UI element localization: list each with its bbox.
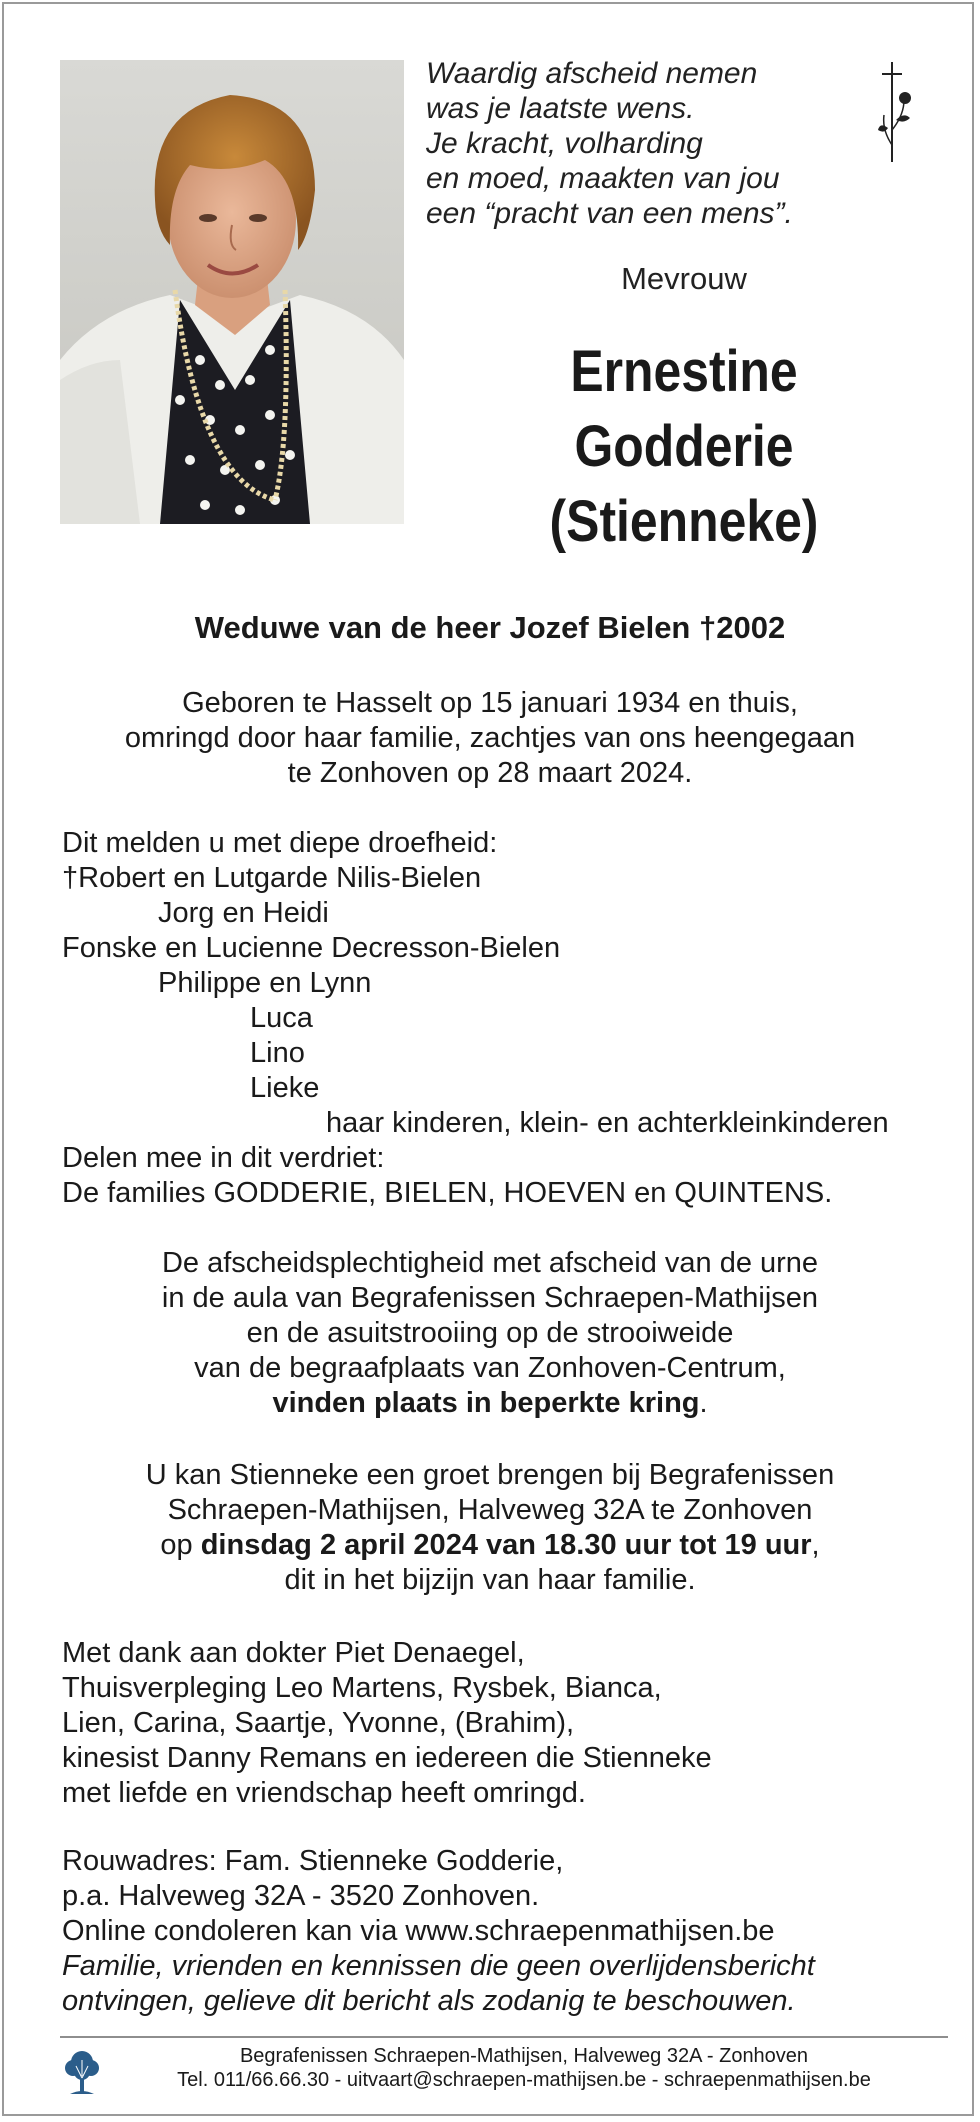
- funeral-home-info: [104, 2044, 944, 2092]
- birth-death-line: te Zonhoven op 28 maart 2024.: [287, 757, 693, 789]
- funeral-home-contact: Tel. 011/66.66.30 - uitvaart@schraepen-mathijsen.be - schraepenmathijsen.be: [177, 2069, 871, 2091]
- family-member: Lino: [250, 1037, 305, 1069]
- footer-divider: [60, 2036, 948, 2038]
- birth-death-text: [4, 686, 976, 791]
- address-text: [62, 1844, 962, 2019]
- birth-death-line: omringd door haar familie, zachtjes van ons heengegaan: [124, 722, 856, 754]
- tree-icon: [62, 2048, 102, 2096]
- visit-line-date: [4, 1528, 976, 1563]
- ceremony-line: De afscheidsplechtigheid met afscheid van de urne: [161, 1247, 819, 1279]
- ceremony-line-bold: [4, 1386, 976, 1421]
- family-member: Luca: [250, 1002, 313, 1034]
- visit-line: Schraepen-Mathijsen, Halveweg 32A te Zonhoven: [167, 1494, 813, 1526]
- ceremony-line: van de begraafplaats van Zonhoven-Centrum,: [194, 1352, 786, 1384]
- poem-line: en moed, maakten van jou: [426, 162, 780, 195]
- poem-line: was je laatste wens.: [426, 92, 695, 125]
- notice-line: Familie, vrienden en kennissen die geen overlijdensbericht: [62, 1950, 815, 1982]
- family-member: Fonske en Lucienne Decresson-Bielen: [62, 932, 561, 964]
- families-line: De families GODDERIE, BIELEN, HOEVEN en QUINTENS.: [62, 1177, 833, 1209]
- portrait-photo: [60, 60, 404, 524]
- share-intro: Delen mee in dit verdriet:: [62, 1142, 385, 1174]
- thanks-line: met liefde en vriendschap heeft omringd.: [62, 1777, 586, 1809]
- thanks-line: kinesist Danny Remans en iedereen die Stienneke: [62, 1742, 712, 1774]
- ceremony-bold-suffix: .: [699, 1387, 708, 1419]
- ceremony-text: [4, 1246, 976, 1421]
- visit-line: dit in het bijzijn van haar familie.: [284, 1564, 696, 1596]
- thanks-line: Thuisverpleging Leo Martens, Rysbek, Bianca,: [62, 1672, 662, 1704]
- first-name: Ernestine: [570, 339, 798, 404]
- visit-text: [4, 1458, 976, 1598]
- ceremony-bold: vinden plaats in beperkte kring: [272, 1387, 700, 1419]
- thanks-text: [62, 1636, 962, 1811]
- birth-death-line: Geboren te Hasselt op 15 januari 1934 en thuis,: [182, 687, 798, 719]
- family-member: †Robert en Lutgarde Nilis-Bielen: [62, 862, 482, 894]
- poem-line: Waardig afscheid nemen: [426, 57, 758, 90]
- last-name: Godderie: [574, 414, 794, 479]
- family-intro: Dit melden u met diepe droefheid:: [62, 827, 498, 859]
- address-line: p.a. Halveweg 32A - 3520 Zonhoven.: [62, 1880, 540, 1912]
- spouse-line: Weduwe van de heer Jozef Bielen †2002: [194, 610, 786, 645]
- visit-suffix: ,: [811, 1529, 820, 1561]
- deceased-name: [460, 334, 907, 559]
- thanks-line: Met dank aan dokter Piet Denaegel,: [62, 1637, 525, 1669]
- obituary-card: [2, 2, 974, 2116]
- condolence-line: Online condoleren kan via www.schraepenmathijsen.be: [62, 1915, 775, 1947]
- visit-prefix: op: [160, 1529, 201, 1561]
- cross-with-rose-icon: [874, 60, 920, 164]
- thanks-line: Lien, Carina, Saartje, Yvonne, (Brahim),: [62, 1707, 575, 1739]
- ceremony-line: en de asuitstrooiing op de strooiweide: [246, 1317, 734, 1349]
- poem: [426, 56, 846, 231]
- family-member: Lieke: [250, 1072, 320, 1104]
- address-line: Rouwadres: Fam. Stienneke Godderie,: [62, 1845, 564, 1877]
- family-member: Jorg en Heidi: [158, 897, 329, 929]
- ceremony-line: in de aula van Begrafenissen Schraepen-Mathijsen: [161, 1282, 819, 1314]
- visit-line: U kan Stienneke een groet brengen bij Begrafenissen: [145, 1459, 835, 1491]
- funeral-home-address: Begrafenissen Schraepen-Mathijsen, Halveweg 32A - Zonhoven: [239, 2045, 809, 2067]
- family-summary: haar kinderen, klein- en achterkleinkinderen: [326, 1107, 889, 1139]
- title-prefix: Mevrouw: [621, 261, 747, 296]
- nickname: (Stienneke): [549, 489, 819, 554]
- portrait-illustration: [60, 60, 404, 524]
- visit-date: dinsdag 2 april 2024 van 18.30 uur tot 19 uur: [200, 1529, 812, 1561]
- poem-line: Je kracht, volharding: [426, 127, 703, 160]
- family-member: Philippe en Lynn: [158, 967, 372, 999]
- notice-line: ontvingen, gelieve dit bericht als zodanig te beschouwen.: [62, 1985, 796, 2017]
- family-list: [62, 826, 962, 1211]
- poem-line: een “pracht van een mens”.: [426, 197, 793, 230]
